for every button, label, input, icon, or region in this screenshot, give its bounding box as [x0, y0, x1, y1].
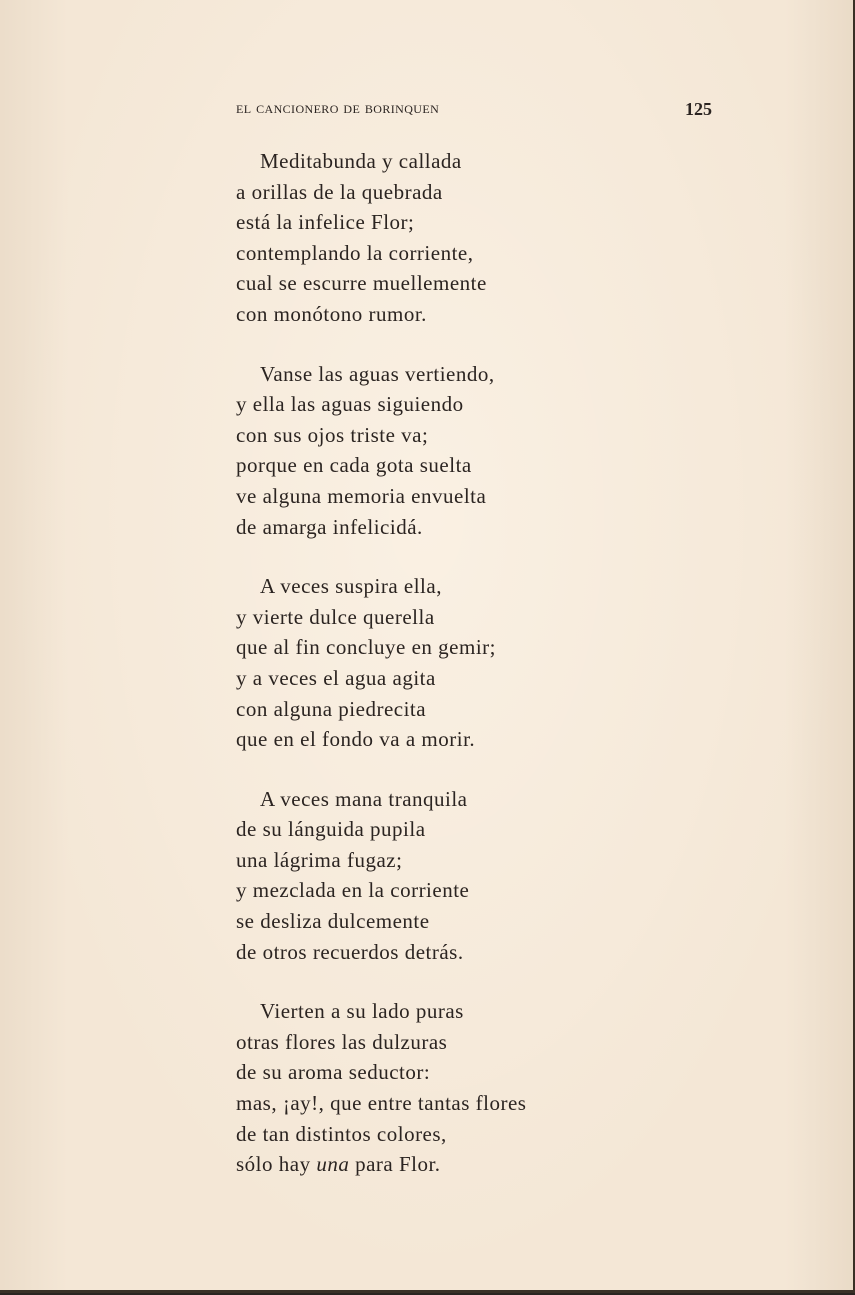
poem-line-start: sólo hay [236, 1152, 311, 1177]
poem-line: a orillas de la quebrada [236, 179, 443, 204]
poem-line: se desliza dulcemente [236, 909, 430, 934]
poem-line: y vierte dulce querella [236, 604, 435, 629]
poem-line: con alguna piedrecita [236, 696, 427, 721]
stanza-1 [236, 146, 706, 330]
poem-line: Vanse las aguas vertiendo, [260, 361, 495, 386]
poem-line: ve alguna memoria envuelta [236, 483, 487, 508]
poem-line: y mezclada en la corriente [236, 878, 470, 903]
poem-line: que en el fondo va a morir. [236, 727, 476, 752]
poem-line: A veces suspira ella, [260, 574, 442, 599]
poem-line: Meditabunda y callada [260, 149, 462, 173]
poem-line: y a veces el agua agita [236, 665, 436, 690]
poem-line: está la infelice Flor; [236, 210, 415, 235]
poem-line: de tan distintos colores, [236, 1121, 447, 1146]
poem-line: con monótono rumor. [236, 301, 427, 326]
stanza-4 [236, 784, 706, 968]
poem-line: contemplando la corriente, [236, 240, 474, 265]
poem-line: de otros recuerdos detrás. [236, 939, 464, 964]
poem-line-last [236, 1149, 706, 1180]
stanza-2 [236, 359, 706, 543]
italic-word: una [316, 1152, 350, 1177]
poem-line: mas, ¡ay!, que entre tantas flores [236, 1091, 527, 1116]
stanza-5 [236, 996, 706, 1180]
poem-line: porque en cada gota suelta [236, 453, 472, 478]
poem-line-end: para Flor. [355, 1152, 441, 1177]
stanza-3 [236, 571, 706, 755]
poem-line: A veces mana tranquila [260, 786, 468, 811]
poem-line: de su lánguida pupila [236, 817, 426, 842]
page-header [236, 98, 712, 122]
poem-line: y ella las aguas siguiendo [236, 392, 464, 417]
page-number: 125 [685, 99, 712, 119]
poem-line: otras flores las dulzuras [236, 1029, 448, 1054]
poem-line: una lágrima fugaz; [236, 847, 403, 872]
poem-line: de su aroma seductor: [236, 1060, 431, 1085]
poem-line: que al fin concluye en gemir; [236, 635, 496, 660]
poem-line: con sus ojos triste va; [236, 422, 429, 447]
poem [236, 146, 706, 1209]
running-title: el cancionero de borinquen [236, 98, 440, 117]
poem-line: Vierten a su lado puras [260, 999, 464, 1024]
poem-line: cual se escurre muellemente [236, 271, 487, 296]
poem-line: de amarga infelicidá. [236, 514, 423, 539]
